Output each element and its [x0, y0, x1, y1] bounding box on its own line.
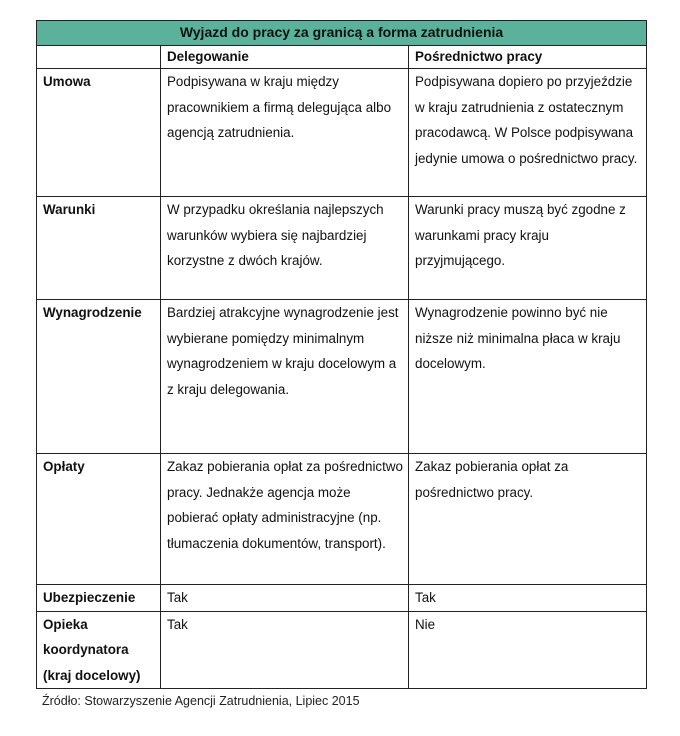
table-title: Wyjazd do pracy za granicą a forma zatrudnienia [37, 21, 647, 46]
row-label-oplaty: Opłaty [37, 454, 161, 585]
column-header-empty [37, 46, 161, 69]
row-label-opieka-koordynatora: Opieka koordynatora (kraj docelowy) [37, 611, 161, 689]
cell-umowa-posrednictwo: Podpisywana dopiero po przyjeździe w kraju zatrudnienia z ostatecznym pracodawcą. W Polsce podpisywana jedynie umowa o pośrednictwo pracy. [409, 69, 647, 197]
cell-warunki-delegowanie: W przypadku określania najlepszych warunków wybiera się najbardziej korzystne z dwóch krajów. [161, 197, 409, 300]
row-label-warunki: Warunki [37, 197, 161, 300]
source-note: Źródło: Stowarzyszenie Agencji Zatrudnienia, Lipiec 2015 [42, 694, 360, 708]
cell-oplaty-delegowanie: Zakaz pobierania opłat za pośrednictwo pracy. Jednakże agencja może pobierać opłaty administracyjne (np. tłumaczenia dokumentów, transport). [161, 454, 409, 585]
row-label-wynagrodzenie: Wynagrodzenie [37, 300, 161, 454]
cell-umowa-delegowanie: Podpisywana w kraju między pracownikiem a firmą delegująca albo agencją zatrudnienia. [161, 69, 409, 197]
row-label-umowa: Umowa [37, 69, 161, 197]
column-header-delegowanie: Delegowanie [161, 46, 409, 69]
column-header-posrednictwo: Pośrednictwo pracy [409, 46, 647, 69]
cell-warunki-posrednictwo: Warunki pracy muszą być zgodne z warunkami pracy kraju przyjmującego. [409, 197, 647, 300]
cell-opieka-posrednictwo: Nie [409, 611, 647, 689]
cell-wynagrodzenie-posrednictwo: Wynagrodzenie powinno być nie niższe niż minimalna płaca w kraju docelowym. [409, 300, 647, 454]
table-row [37, 300, 647, 454]
cell-ubezpieczenie-delegowanie: Tak [161, 585, 409, 612]
header-row [37, 46, 647, 69]
cell-ubezpieczenie-posrednictwo: Tak [409, 585, 647, 612]
employment-comparison-table [36, 20, 647, 689]
table-row [37, 585, 647, 612]
table-row [37, 197, 647, 300]
table-row [37, 69, 647, 197]
row-label-ubezpieczenie: Ubezpieczenie [37, 585, 161, 612]
table-row [37, 454, 647, 585]
cell-opieka-delegowanie: Tak [161, 611, 409, 689]
cell-oplaty-posrednictwo: Zakaz pobierania opłat za pośrednictwo pracy. [409, 454, 647, 585]
cell-wynagrodzenie-delegowanie: Bardziej atrakcyjne wynagrodzenie jest wybierane pomiędzy minimalnym wynagrodzeniem w kraju docelowym a z kraju delegowania. [161, 300, 409, 454]
title-row [37, 21, 647, 46]
table-row [37, 611, 647, 689]
document [36, 20, 646, 709]
